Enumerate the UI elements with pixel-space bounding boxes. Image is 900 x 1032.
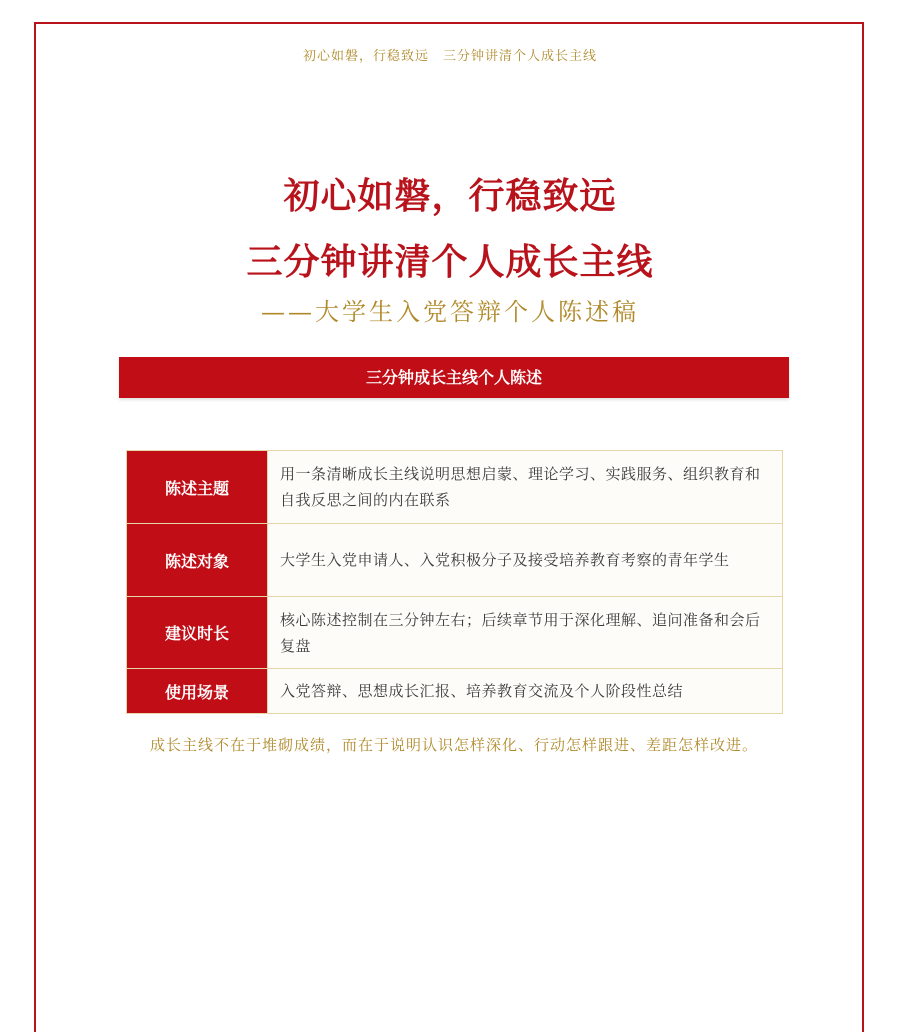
row-value-duration: 核心陈述控制在三分钟左右；后续章节用于深化理解、追问准备和会后复盘 [268, 597, 783, 669]
table-row [127, 451, 783, 524]
row-value-audience: 大学生入党申请人、入党积极分子及接受培养教育考察的青年学生 [268, 524, 783, 597]
row-label-topic: 陈述主题 [127, 451, 268, 524]
document-subtitle: ——大学生入党答辩个人陈述稿 [261, 298, 639, 326]
document-title-line-2: 三分钟讲清个人成长主线 [246, 242, 654, 283]
row-label-duration: 建议时长 [127, 597, 268, 669]
info-table [126, 450, 783, 714]
running-header: 初心如磐，行稳致远 三分钟讲清个人成长主线 [302, 49, 597, 64]
footer-note: 成长主线不在于堆砌成绩，而在于说明认识怎样深化、行动怎样跟进、差距怎样改进。 [149, 736, 758, 754]
row-label-audience: 陈述对象 [127, 524, 268, 597]
table-row [127, 597, 783, 669]
section-banner: 三分钟成长主线个人陈述 [119, 357, 789, 398]
document-title-line-1: 初心如磐，行稳致远 [283, 176, 617, 217]
row-value-scenario: 入党答辩、思想成长汇报、培养教育交流及个人阶段性总结 [268, 669, 783, 714]
row-value-topic: 用一条清晰成长主线说明思想启蒙、理论学习、实践服务、组织教育和自我反思之间的内在联系 [268, 451, 783, 524]
table-row [127, 669, 783, 714]
row-label-scenario: 使用场景 [127, 669, 268, 714]
table-row [127, 524, 783, 597]
